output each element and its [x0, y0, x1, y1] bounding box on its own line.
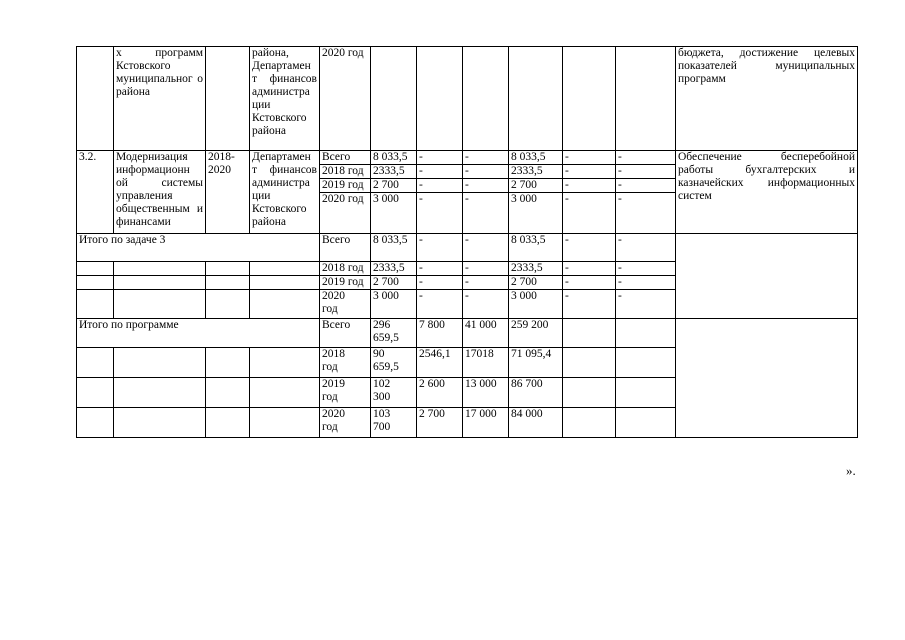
budget-table: [76, 46, 858, 438]
item-number: 3.2.: [77, 151, 114, 234]
continuation-row: [77, 47, 858, 151]
cell-num: [77, 47, 114, 151]
task-total-row: Итого по задаче 3 Всего 8 033,5 - - 8 033,5 - -: [77, 234, 858, 262]
cell-result: бюджета, достижение целевых показателей муниципальных программ: [676, 47, 858, 151]
table-row: 2019 год 2 700 - - 2 700 - -: [77, 276, 858, 290]
item-result: Обеспечение бесперебойной работы бухгалтерских и казначейских информационных систем: [676, 151, 858, 234]
table-row: 2020 год 3 000 - - 3 000 - -: [77, 290, 858, 319]
program-total-row: Итого по программе Всего 296 659,5 7 800 41 000 259 200: [77, 319, 858, 348]
table-row: 2018 год 2333,5 - - 2333,5 - -: [77, 165, 858, 179]
cell-name: х программ Кстовского муниципальног о района: [114, 47, 206, 151]
item-executor: Департамен т финансов администра ции Кстовского района: [250, 151, 320, 234]
table-row: 2020 год 3 000 - - 3 000 - -: [77, 193, 858, 234]
table-row: 2019 год 102 300 2 600 13 000 86 700: [77, 378, 858, 408]
table-row: 2020 год 103 700 2 700 17 000 84 000: [77, 408, 858, 438]
program-total-label: Итого по программе: [77, 319, 320, 348]
closing-quote-mark: ».: [846, 463, 856, 478]
item-term: 2018- 2020: [206, 151, 250, 234]
cell-executor: района, Департамен т финансов администра ции Кстовского района: [250, 47, 320, 151]
table-row: 3.2. Модернизация информационн ой системы управления общественным и финансами 2018- 2020 Департамен т финансов администра ции Кстовского района Всего 8 033,5 - - 8 033,5 - - Обеспечение бесперебойной работы бухгалтерских и казначейских информационных систем: [77, 151, 858, 165]
table-row: 2019 год 2 700 - - 2 700 - -: [77, 179, 858, 193]
table-row: 2018 год 2333,5 - - 2333,5 - -: [77, 262, 858, 276]
cell-period: 2020 год: [320, 47, 371, 151]
table-row: 2018 год 90 659,5 2546,1 17018 71 095,4: [77, 348, 858, 378]
item-name: Модернизация информационн ой системы управления общественным и финансами: [114, 151, 206, 234]
task-total-label: Итого по задаче 3: [77, 234, 320, 262]
cell-term: [206, 47, 250, 151]
